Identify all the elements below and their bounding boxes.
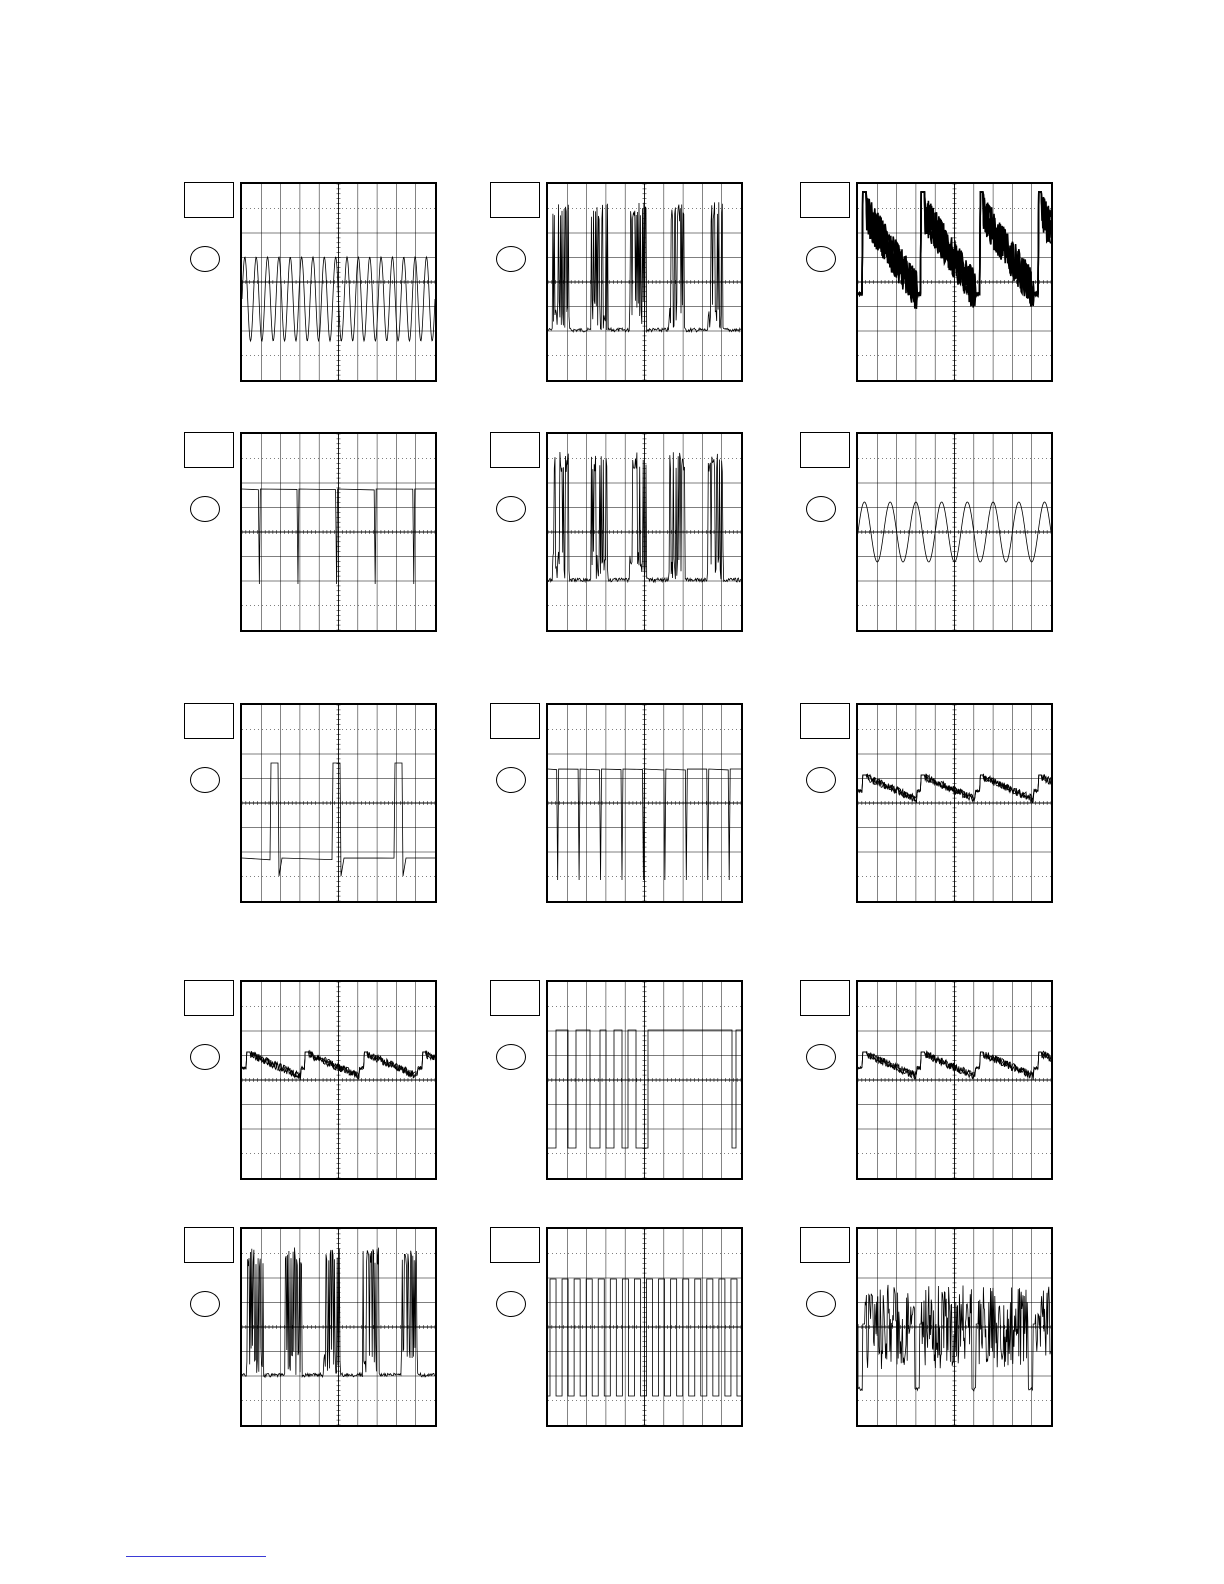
test-point-circle (190, 246, 220, 272)
waveform-number-box (490, 182, 540, 218)
oscilloscope-screen (856, 1227, 1053, 1427)
waveform-panel (490, 182, 743, 384)
waveform-number-box (800, 703, 850, 739)
waveform-number-box (490, 1227, 540, 1263)
test-point-circle (190, 496, 220, 522)
oscilloscope-screen (546, 1227, 743, 1427)
oscilloscope-screen (546, 432, 743, 632)
waveform-number-box (800, 182, 850, 218)
waveform-number-box (800, 980, 850, 1016)
waveform-panel (184, 432, 437, 634)
oscilloscope-screen (240, 1227, 437, 1427)
waveform-panel (800, 182, 1053, 384)
oscilloscope-screen (240, 182, 437, 382)
waveform-panel (184, 1227, 437, 1429)
oscilloscope-screen (546, 182, 743, 382)
oscilloscope-screen (856, 703, 1053, 903)
waveform-panel (490, 1227, 743, 1429)
waveform-panel (184, 703, 437, 905)
oscilloscope-screen (856, 980, 1053, 1180)
waveform-number-box (184, 980, 234, 1016)
footer-link-underline (126, 1556, 266, 1557)
scope-graticule (548, 982, 741, 1178)
oscilloscope-screen (856, 182, 1053, 382)
test-point-circle (496, 767, 526, 793)
waveform-number-box (490, 703, 540, 739)
scope-graticule (858, 705, 1051, 901)
waveform-panel (184, 182, 437, 384)
scope-graticule (548, 1229, 741, 1425)
test-point-circle (496, 246, 526, 272)
waveform-number-box (490, 980, 540, 1016)
waveform-number-box (800, 432, 850, 468)
waveform-panel (184, 980, 437, 1182)
test-point-circle (496, 1291, 526, 1317)
oscilloscope-screen (240, 980, 437, 1180)
scope-graticule (858, 434, 1051, 630)
oscilloscope-screen (856, 432, 1053, 632)
oscilloscope-screen (240, 432, 437, 632)
scope-graticule (242, 434, 435, 630)
waveform-number-box (490, 432, 540, 468)
test-point-circle (496, 1044, 526, 1070)
waveform-number-box (184, 182, 234, 218)
scope-trace (548, 202, 741, 332)
test-point-circle (806, 1044, 836, 1070)
waveform-panel (490, 432, 743, 634)
oscilloscope-screen (546, 703, 743, 903)
oscilloscope-screen (240, 703, 437, 903)
test-point-circle (806, 496, 836, 522)
waveform-panel (800, 1227, 1053, 1429)
waveform-panel (490, 980, 743, 1182)
waveform-panel (800, 703, 1053, 905)
test-point-circle (190, 767, 220, 793)
test-point-circle (190, 1044, 220, 1070)
oscilloscope-screen (546, 980, 743, 1180)
waveform-panel (490, 703, 743, 905)
test-point-circle (496, 496, 526, 522)
test-point-circle (806, 767, 836, 793)
waveform-panel (800, 432, 1053, 634)
waveform-number-box (800, 1227, 850, 1263)
scope-graticule (242, 982, 435, 1178)
test-point-circle (190, 1291, 220, 1317)
waveform-number-box (184, 1227, 234, 1263)
test-point-circle (806, 1291, 836, 1317)
waveform-number-box (184, 703, 234, 739)
waveform-panel (800, 980, 1053, 1182)
scope-graticule (858, 982, 1051, 1178)
waveform-number-box (184, 432, 234, 468)
test-point-circle (806, 246, 836, 272)
